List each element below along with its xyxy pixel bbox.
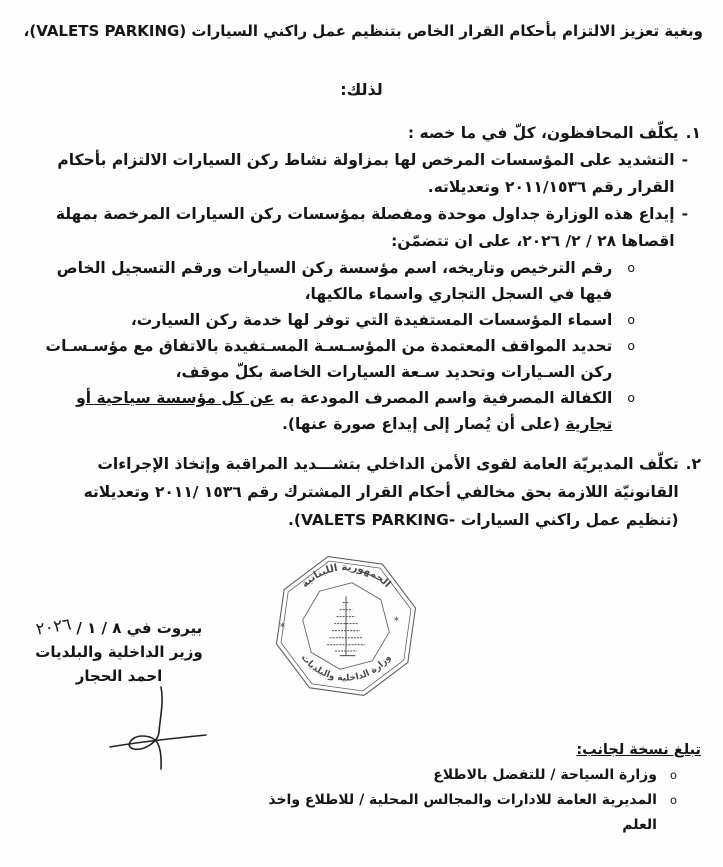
article-1-sub-item-4	[36, 385, 635, 437]
article-1-dash-item-1	[36, 147, 688, 201]
sub-item-4-underlined: عن كل مؤسسة سياحية أو تجارية	[76, 389, 613, 433]
sub-item-1-text: رقم الترخيص وتاريخه، اسم مؤسسة ركن السيارات ورقم التسجيل الخاص فيها في السجل التجاري واسماء مالكيها،	[56, 259, 613, 303]
dash-item-1-text: التشديد على المؤسسات المرخص لها بمزاولة نشاط ركن السيارات الالتزام بأحكام القرار رقم ٢٠١١/١٥٣٦ وتعديلاته.	[57, 151, 675, 196]
article-1-heading-text: يكلّف المحافظون، كلّ في ما خصه :	[407, 124, 679, 142]
distribution-item-2	[240, 788, 677, 838]
seal-star-right: *	[393, 614, 400, 628]
sub-item-4-prefix: الكفالة المصرفية واسم المصرف المودعة به	[274, 389, 613, 407]
dash-marker: -	[681, 205, 688, 223]
article-1-sub-item-3	[36, 333, 635, 385]
seal-star-left: *	[279, 620, 286, 634]
distribution-list	[240, 742, 701, 838]
article-1-sub-item-1	[36, 255, 635, 307]
article-1-dash-item-2	[36, 201, 688, 255]
seal-bottom-text: وزارة الداخلية والبلديات	[298, 652, 394, 684]
ministry-octagonal-seal	[258, 548, 434, 704]
distribution-item-2-text: المديرية العامة للادارات والمجالس المحلية / للاطلاع واخذ العلم	[268, 792, 657, 833]
circle-marker: o	[669, 793, 677, 807]
dash-marker: -	[681, 151, 688, 169]
dash-item-2-text: إيداع هذه الوزارة جداول موحدة ومفصلة بمؤسسات ركن السيارات المرخصة بمهلة اقصاها ٢٨ / ٢/ ٢٠٢٦، على ان تتضمّن:	[55, 205, 675, 250]
circle-marker: o	[669, 768, 677, 782]
handwritten-signature	[98, 684, 210, 770]
distribution-heading: تبلغ نسخة لجانب:	[576, 742, 701, 758]
circle-marker: o	[627, 312, 635, 327]
minister-name: احمد الحجار	[75, 667, 163, 685]
sub-item-2-text: اسماء المؤسسات المستفيدة التي توفر لها خدمة ركن السيارت،	[130, 311, 613, 329]
circle-marker: o	[627, 338, 635, 353]
place-date-text: بيروت في ٨ / ١ /	[76, 619, 203, 637]
circle-marker: o	[627, 390, 635, 405]
article-2	[40, 450, 701, 534]
article-1-sub-item-2	[36, 307, 635, 333]
article-1	[36, 120, 701, 437]
distribution-item-1-text: وزارة السياحة / للتفضل بالاطلاع	[433, 767, 657, 783]
sub-item-4-text	[36, 385, 612, 437]
minister-title: وزير الداخلية والبلديات	[35, 643, 203, 661]
article-2-text: تكلّف المديريّة العامة لقوى الأمن الداخلي بتشـــديد المراقبة وإتخاذ الإجراءات القانونيّة اللازمة بحق مخالفي أحكام القرار المشترك رقم ١٥٣٦ /٢٠١١ وتعديلاته (تنظيم عمل راكني السيارات -VALETS PARKING).	[83, 455, 679, 529]
article-1-number: ١.	[685, 124, 701, 142]
sub-item-4-suffix: (على أن يُصار إلى إيداع صورة عنها).	[282, 415, 566, 433]
signature-block	[2, 616, 236, 688]
therefore-line: لذلك:	[340, 80, 383, 99]
distribution-item-1	[240, 763, 677, 788]
place-date-line	[2, 616, 236, 640]
cedar-tree-icon	[327, 596, 364, 655]
intro-paragraph: وبغية تعزيز الالتزام بأحكام القرار الخاص بتنظيم عمل راكني السيارات (VALETS PARKING)،	[23, 22, 703, 40]
circle-marker: o	[627, 260, 635, 275]
sub-item-3-text: تحديد المواقف المعتمدة من المؤسـسـة المسـتفيدة بالاتفاق مع مؤسـسـات ركن السـيارات وتحديد سـعة السيارات الخاصة بكلّ موقف،	[45, 337, 613, 381]
article-1-heading	[36, 120, 701, 147]
handwritten-year: ٢٠٢٦	[34, 614, 73, 639]
seal-top-text: الجمهورية اللبنانية	[299, 562, 393, 591]
article-2-number: ٢.	[685, 455, 701, 473]
